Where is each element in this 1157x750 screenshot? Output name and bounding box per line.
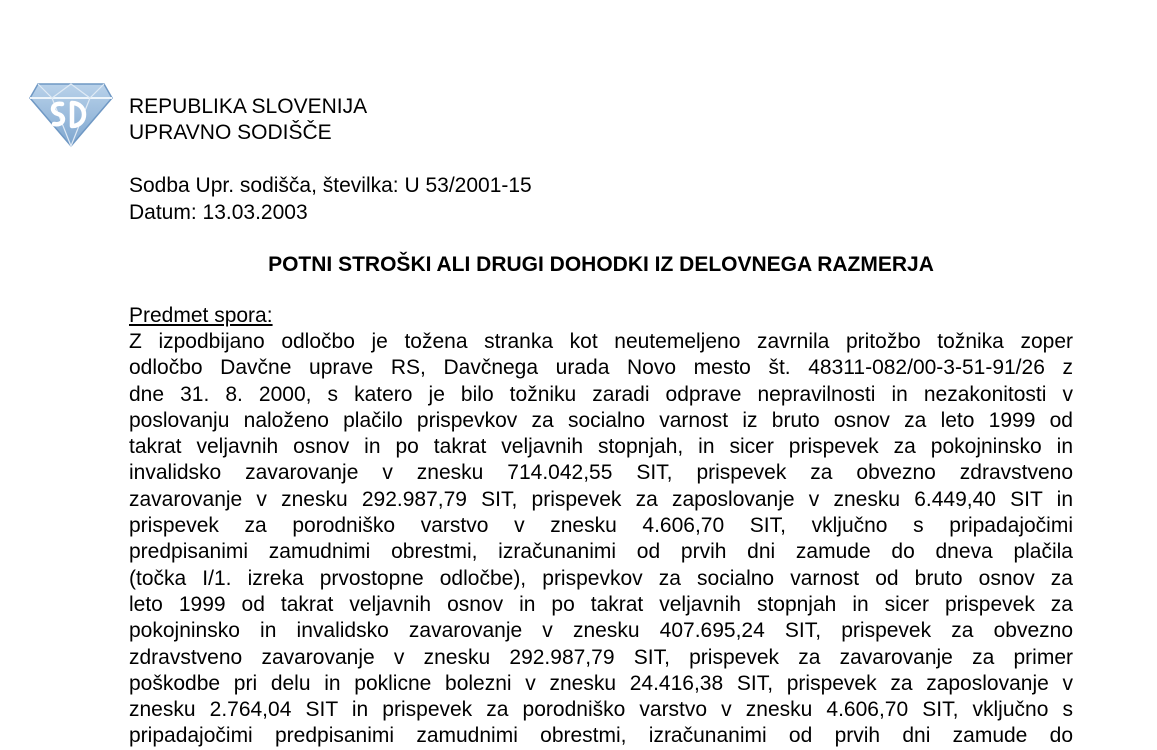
body-line: znesku 2.764,04 SIT in prispevek za porodniško varstvo v znesku 4.606,70 SIT, vključno s [129,698,1073,722]
body-line: odločbo Davčne uprave RS, Davčnega urada Novo mesto št. 48311-082/00-3-51-91/26 z [129,356,1073,380]
body-line: dne 31. 8. 2000, s katero je bilo tožniku zaradi odprave nepravilnosti in nezakonitosti v [129,382,1073,406]
body-line: takrat veljavnih osnov in po takrat veljavnih stopnjah, in sicer prispevek za pokojninsko in [129,435,1073,459]
document-title: POTNI STROŠKI ALI DRUGI DOHODKI IZ DELOVNEGA RAZMERJA [268,253,934,276]
judgment-number: Sodba Upr. sodišča, številka: U 53/2001-15 [129,174,532,197]
subject-label: Predmet spora: [129,304,273,327]
body-line: predpisanimi zamudnimi obrestmi, izračunanimi od prvih dni zamude do dneva plačila [129,540,1073,564]
body-line: pokojninsko in invalidsko zavarovanje v znesku 407.695,24 SIT, prispevek za obvezno [129,619,1073,643]
body-line: prispevek za porodniško varstvo v znesku 4.606,70 SIT, vključno s pripadajočimi [129,514,1073,538]
shield-emblem-icon [28,74,114,150]
header-court: UPRAVNO SODIŠČE [129,121,332,144]
subject-body [129,329,1073,750]
body-line: leto 1999 od takrat veljavnih osnov in po takrat veljavnih stopnjah in sicer prispevek za [129,592,1073,616]
judgment-date: Datum: 13.03.2003 [129,201,308,224]
document-meta [129,172,532,226]
body-line: poslovanju naloženo plačilo prispevkov za socialno varnost iz bruto osnov za leto 1999 od [129,408,1073,432]
body-line: pripadajočimi predpisanimi zamudnimi obrestmi, izračunanimi od prvih dni zamude do [129,724,1073,748]
body-line: invalidsko zavarovanje v znesku 714.042,55 SIT, prispevek za obvezno zdravstveno [129,461,1073,485]
body-line: (točka I/1. izreka prvostopne odločbe), prispevkov za socialno varnost od bruto osnov za [129,566,1073,590]
body-line: poškodbe pri delu in poklicne bolezni v znesku 24.416,38 SIT, prispevek za zaposlovanje v [129,671,1073,695]
body-line: zdravstveno zavarovanje v znesku 292.987,79 SIT, prispevek za zavarovanje za primer [129,645,1073,669]
header-republic: REPUBLIKA SLOVENIJA [129,95,368,118]
body-line: Z izpodbijano odločbo je tožena stranka kot neutemeljeno zavrnila pritožbo tožnika zoper [129,330,1073,353]
body-line: zavarovanje v znesku 292.987,79 SIT, prispevek za zaposlovanje v znesku 6.449,40 SIT in [129,487,1073,511]
document-header [129,94,367,146]
court-logo [28,74,114,150]
